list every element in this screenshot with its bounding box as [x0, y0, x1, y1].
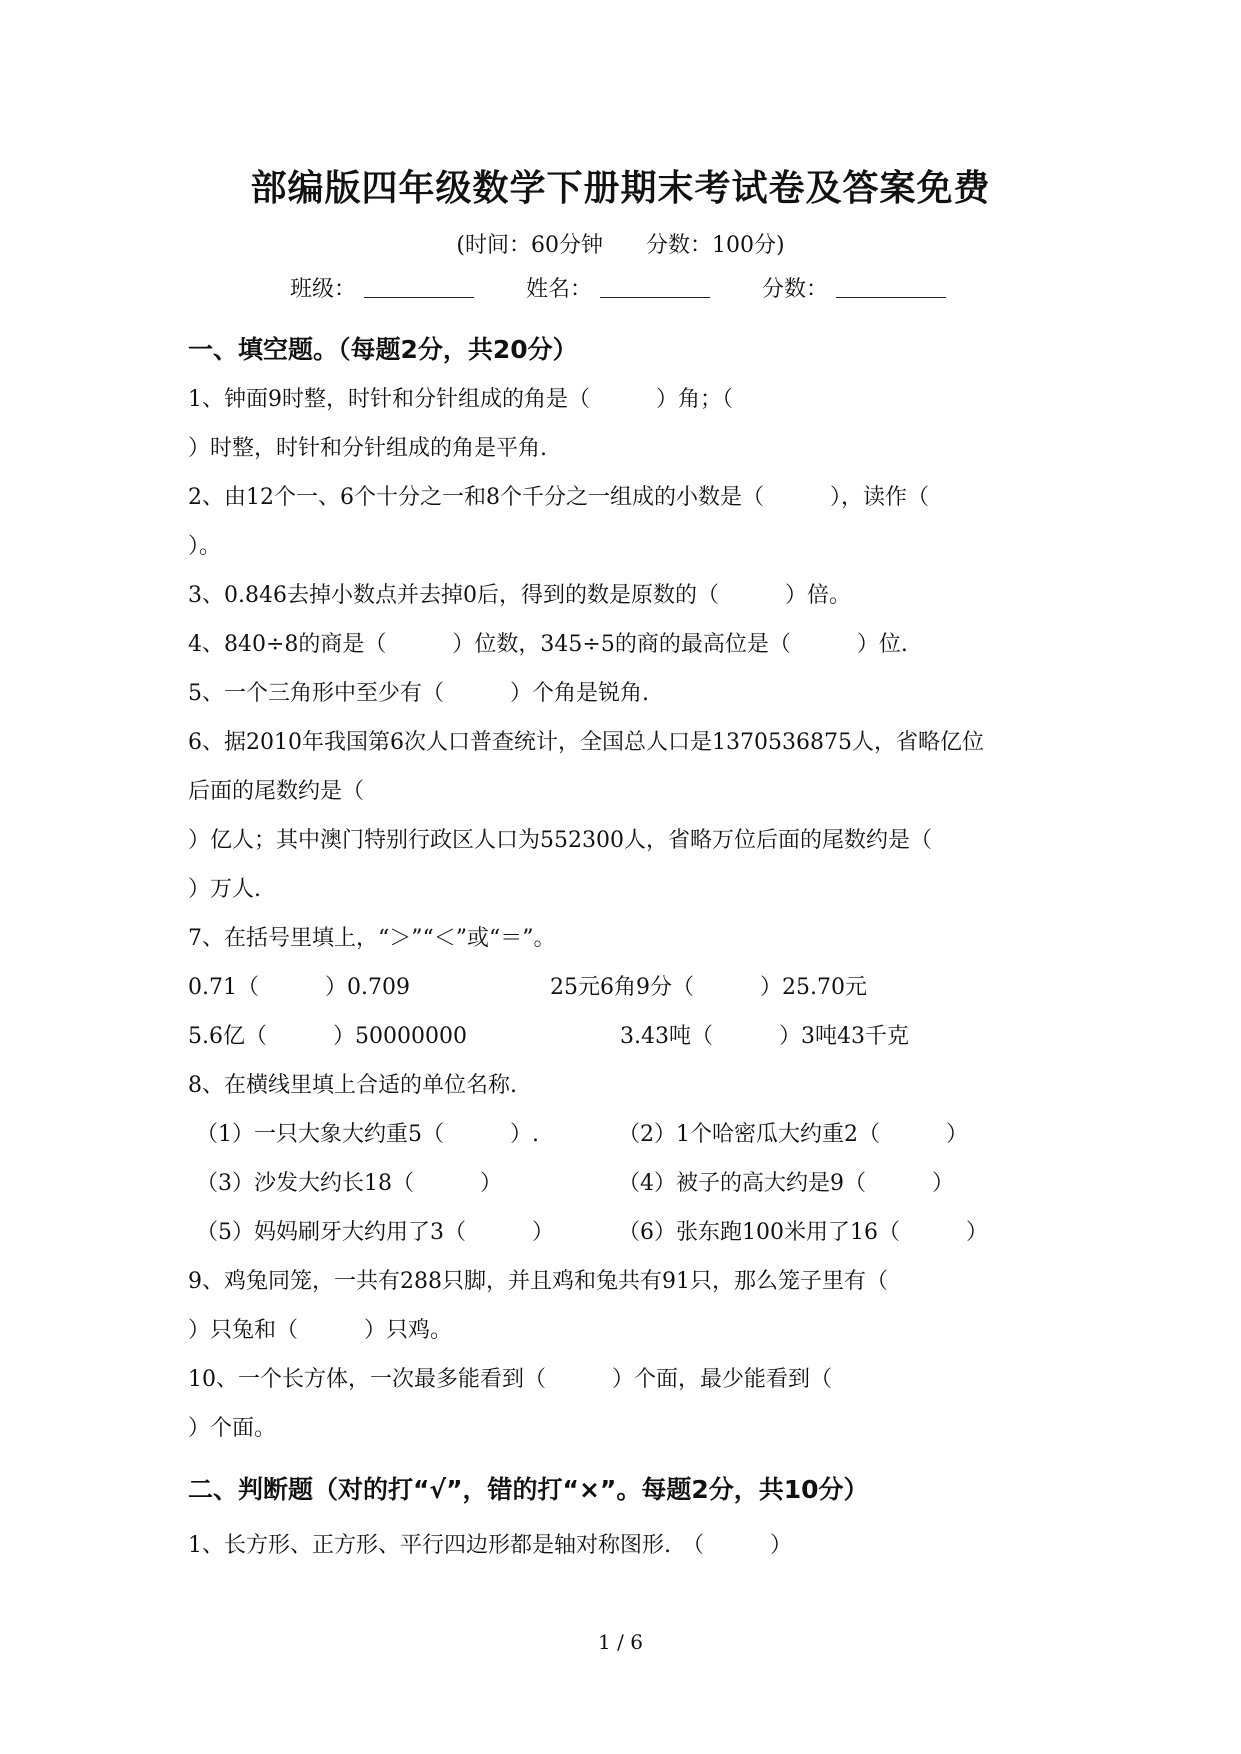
compare-item: 0.71（ ）0.709 [188, 975, 410, 1000]
unit-item: （6）张东跑100米用了16（ ） [618, 1220, 988, 1245]
section-fill-in-heading: 一、填空题。（每题2分，共20分） [188, 335, 578, 364]
unit-item: （4）被子的高大约是9（ ） [618, 1171, 954, 1196]
exam-info [0, 228, 1241, 259]
score-blank[interactable] [836, 297, 946, 298]
question-line: 7、在括号里填上，“＞”“＜”或“＝”。 [188, 926, 556, 951]
name-blank[interactable] [600, 297, 710, 298]
unit-item: （5）妈妈刷牙大约用了3（ ） [196, 1220, 554, 1245]
question-line: 后面的尾数约是（ [188, 779, 365, 804]
unit-item: （2）1个哈密瓜大约重2（ ） [618, 1122, 968, 1147]
section-judgment-heading: 二、判断题（对的打“√”，错的打“×”。每题2分，共10分） [188, 1475, 869, 1504]
question-line: 1、钟面9时整，时针和分针组成的角是（ ）角；（ [188, 387, 733, 412]
question-line: 2、由12个一、6个十分之一和8个千分之一组成的小数是（ ），读作（ [188, 485, 929, 510]
question-line: ）只兔和（ ）只鸡。 [188, 1318, 453, 1343]
class-label: 班级： [290, 277, 357, 302]
question-line: ）亿人；其中澳门特别行政区人口为552300人，省略万位后面的尾数约是（ [188, 828, 932, 853]
compare-item: 3.43吨（ ）3吨43千克 [620, 1024, 909, 1049]
unit-item: （1）一只大象大约重5（ ）. [196, 1122, 539, 1147]
page-title: 部编版四年级数学下册期末考试卷及答案免费 [250, 168, 991, 209]
question-line: 4、840÷8的商是（ ）位数，345÷5的商的最高位是（ ）位. [188, 632, 908, 657]
exam-score: 分数：100分) [646, 233, 785, 258]
question-line: 8、在横线里填上合适的单位名称. [188, 1073, 517, 1098]
question-line: 1、长方形、正方形、平行四边形都是轴对称图形. （ ） [188, 1533, 792, 1558]
name-label: 姓名： [526, 277, 593, 302]
exam-time: (时间：60分钟 [456, 233, 603, 258]
unit-item: （3）沙发大约长18（ ） [196, 1171, 502, 1196]
question-line: 6、据2010年我国第6次人口普查统计，全国总人口是1370536875人，省略亿位 [188, 730, 984, 755]
compare-item: 5.6亿（ ）50000000 [188, 1024, 467, 1049]
question-line: 5、一个三角形中至少有（ ）个角是锐角. [188, 681, 649, 706]
page-number: 1 / 6 [598, 1630, 643, 1654]
class-blank[interactable] [364, 297, 474, 298]
question-line: ）万人. [188, 877, 261, 902]
question-line: 10、一个长方体，一次最多能看到（ ）个面，最少能看到（ [188, 1367, 832, 1392]
question-line: ）。 [188, 534, 222, 559]
question-line: 3、0.846去掉小数点并去掉0后，得到的数是原数的（ ）倍。 [188, 583, 851, 608]
compare-item: 25元6角9分（ ）25.70元 [550, 975, 867, 1000]
question-line: ）时整，时针和分针组成的角是平角. [188, 436, 547, 461]
question-line: ）个面。 [188, 1416, 277, 1441]
score-label: 分数： [762, 277, 829, 302]
question-line: 9、鸡兔同笼，一共有288只脚，并且鸡和兔共有91只，那么笼子里有（ [188, 1269, 888, 1294]
